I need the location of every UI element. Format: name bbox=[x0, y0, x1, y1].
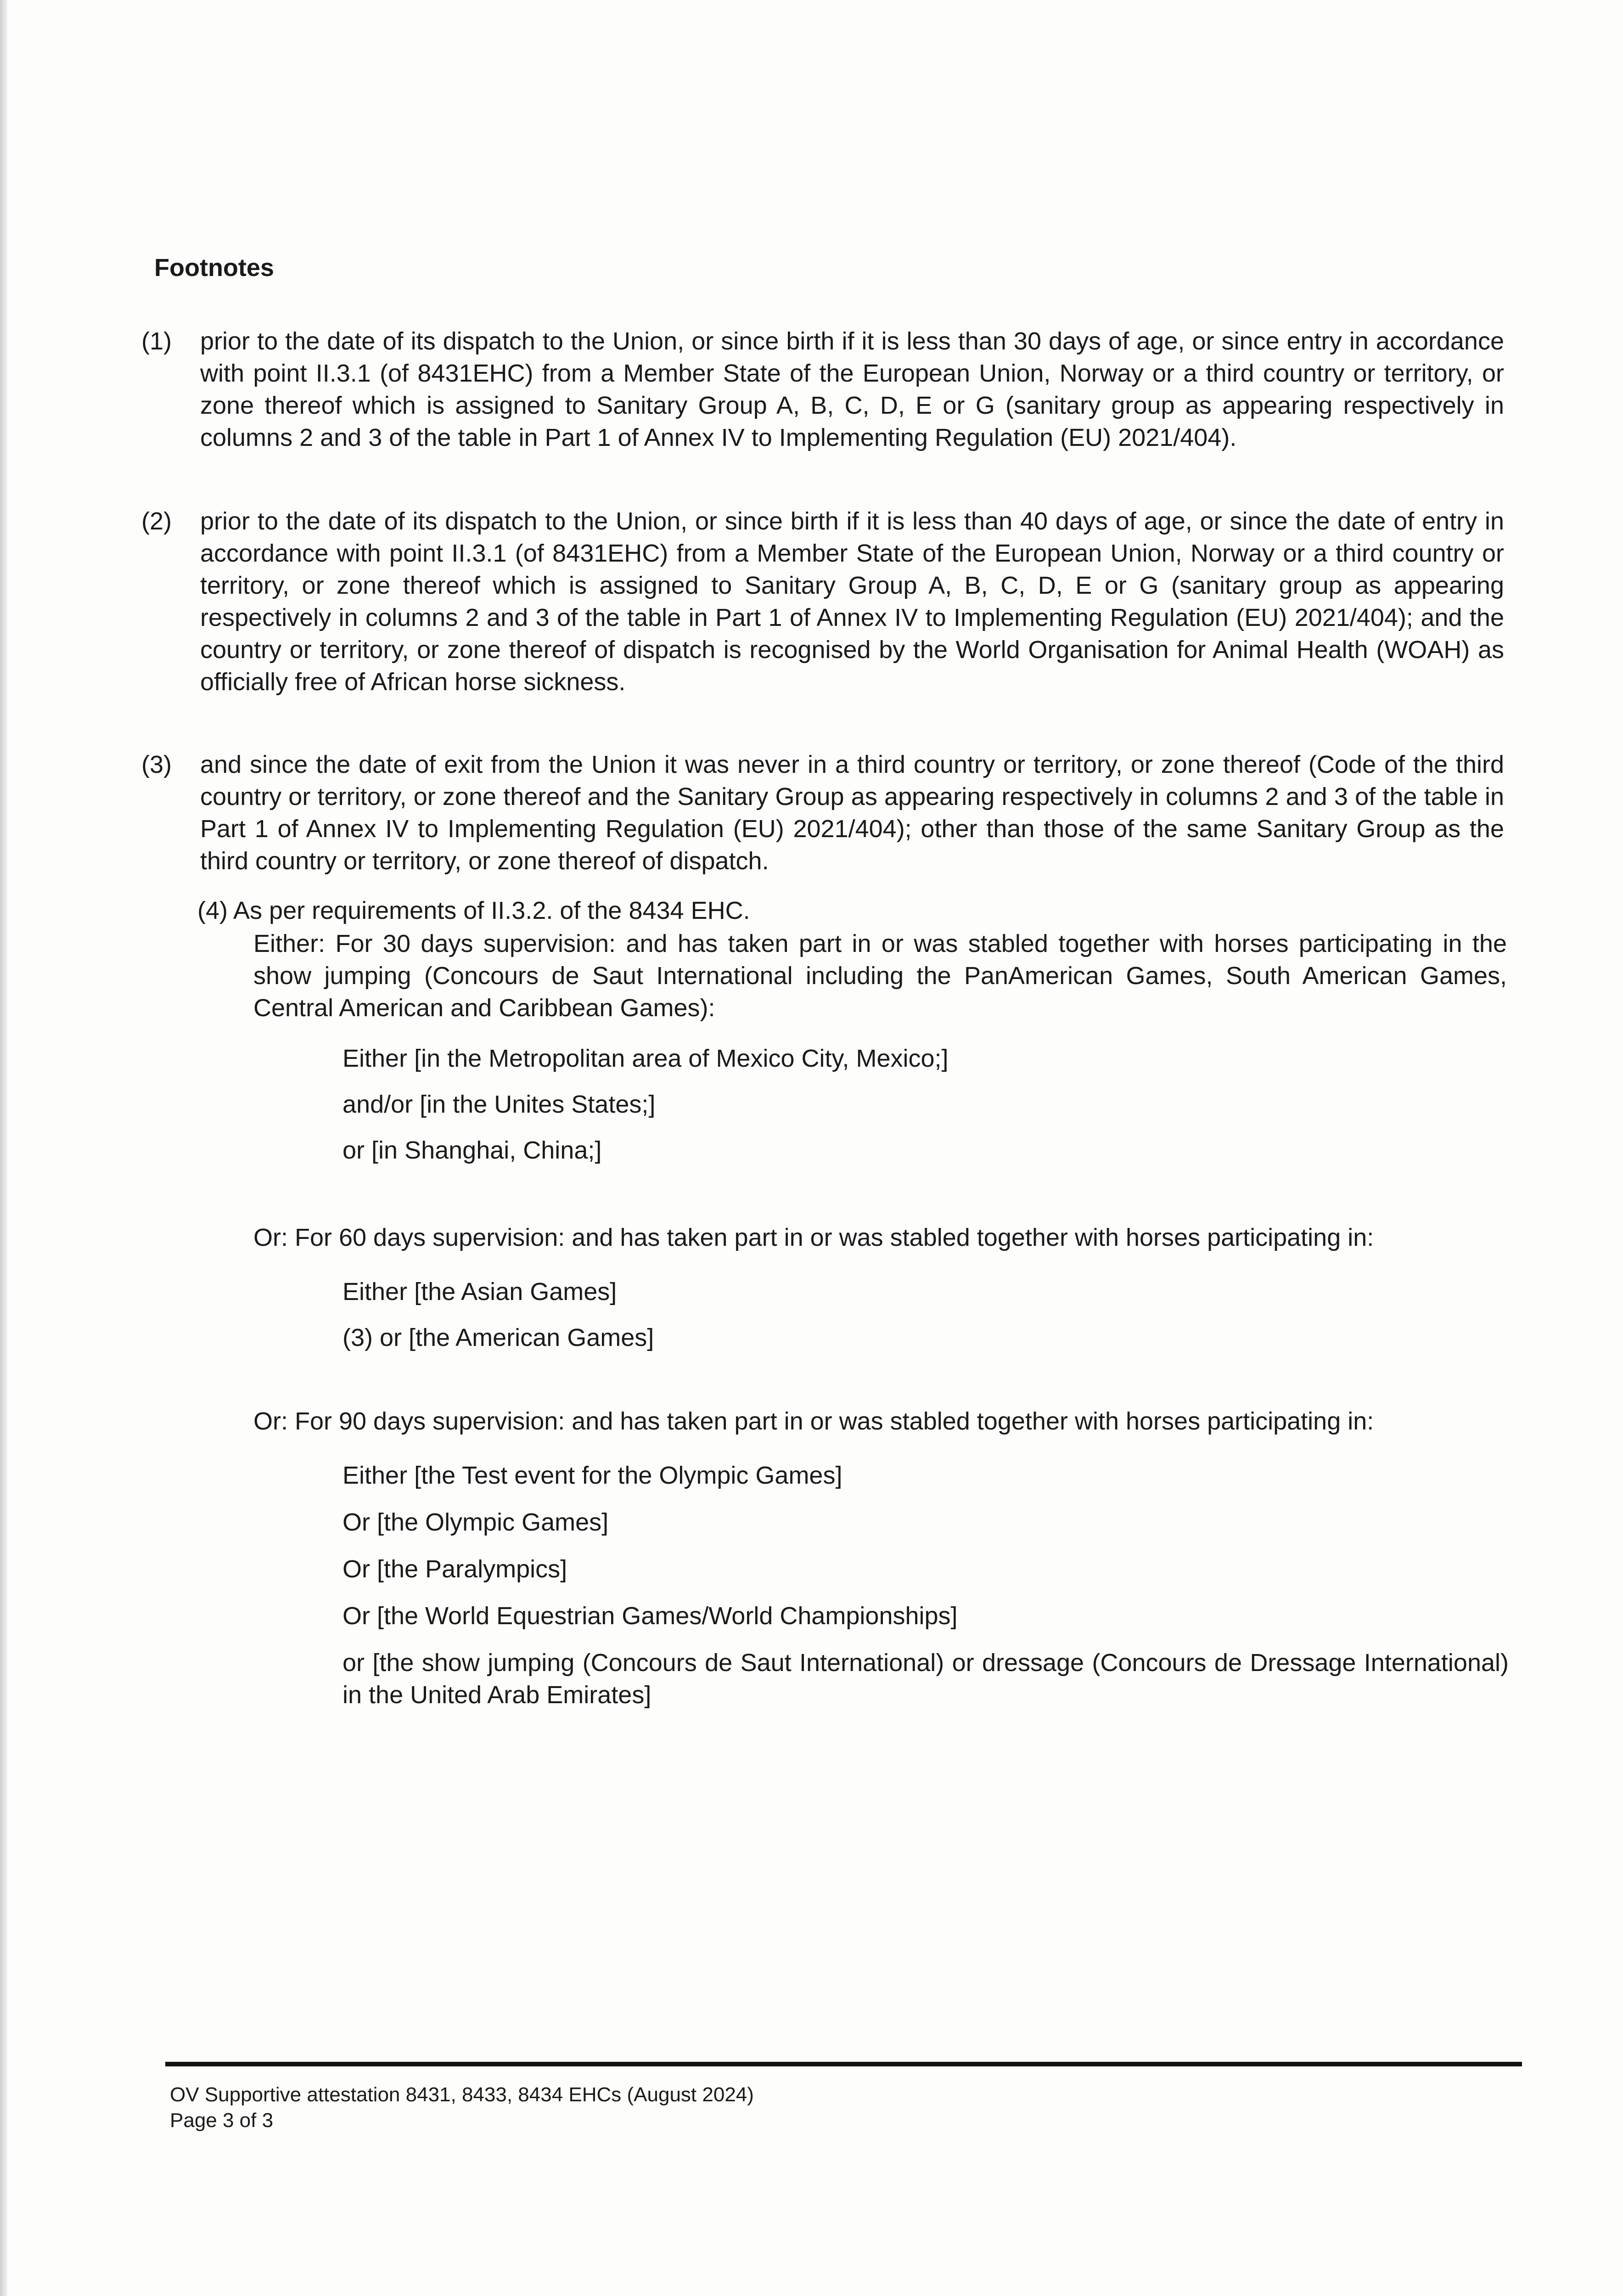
option-90-world-equestrian-games: Or [the World Equestrian Games/World Championships] bbox=[343, 1602, 958, 1630]
option-60-asian-games: Either [the Asian Games] bbox=[343, 1278, 617, 1306]
option-90-olympic-games: Or [the Olympic Games] bbox=[343, 1508, 609, 1536]
footnote-2 bbox=[141, 505, 1504, 698]
footer-title: OV Supportive attestation 8431, 8433, 8434 EHCs (August 2024) bbox=[170, 2083, 754, 2106]
supervision-90-days: Or: For 90 days supervision: and has taken part in or was stabled together with horses participating in: bbox=[253, 1407, 1374, 1435]
option-30-united-states: and/or [in the Unites States;] bbox=[343, 1091, 656, 1118]
page-number: Page 3 of 3 bbox=[170, 2109, 274, 2132]
footnote-4-intro: (4) As per requirements of II.3.2. of the 8434 EHC. bbox=[197, 897, 750, 924]
footnote-number: (1) bbox=[141, 327, 172, 355]
option-90-uae: or [the show jumping (Concours de Saut International) or dressage (Concours de Dressage International) in the United Arab Emirates] bbox=[343, 1649, 1509, 1709]
option-90-paralympics: Or [the Paralympics] bbox=[343, 1555, 567, 1583]
footnote-number: (3) bbox=[141, 751, 172, 778]
footnote-number: (2) bbox=[141, 507, 172, 535]
footnote-text: and since the date of exit from the Union it was never in a third country or territory, or zone thereof (Code of the third country or territory, or zone thereof and the Sanitary Group as appearing respectively in columns 2 and 3 of the table in Part 1 of Annex IV to Implementing Regulation (EU) 2021/404); other than those of the same Sanitary Group as the third country or territory, or zone thereof of dispatch. bbox=[200, 751, 1504, 875]
scan-edge bbox=[0, 0, 7, 2296]
footnote-3 bbox=[141, 748, 1504, 877]
option-60-american-games: (3) or [the American Games] bbox=[343, 1324, 654, 1351]
footnotes-heading: Footnotes bbox=[154, 254, 274, 281]
supervision-60-days: Or: For 60 days supervision: and has taken part in or was stabled together with horses participating in: bbox=[253, 1224, 1374, 1251]
footer-rule bbox=[165, 2062, 1522, 2066]
footnote-1 bbox=[141, 325, 1504, 454]
option-90-test-event: Either [the Test event for the Olympic Games] bbox=[343, 1462, 842, 1489]
option-30-shanghai: or [in Shanghai, China;] bbox=[343, 1137, 602, 1164]
option-30-mexico: Either [in the Metropolitan area of Mexico City, Mexico;] bbox=[343, 1045, 949, 1072]
footnote-text: prior to the date of its dispatch to the Union, or since birth if it is less than 40 days of age, or since the date of entry in accordance with point II.3.1 (of 8431EHC) from a Member State of the European Union, Norway or a third country or territory, or zone thereof which is assigned to Sanitary Group A, B, C, D, E or G (sanitary group as appearing respectively in columns 2 and 3 of the table in Part 1 of Annex IV to Implementing Regulation (EU) 2021/404); and the country or territory, or zone thereof of dispatch is recognised by the World Organisation for Animal Health (WOAH) as officially free of African horse sickness. bbox=[200, 507, 1504, 696]
supervision-30-days: Either: For 30 days supervision: and has taken part in or was stabled together with horses participating in the show jumping (Concours de Saut International including the PanAmerican Games, South American Games, Central American and Caribbean Games): bbox=[253, 930, 1507, 1022]
footnote-text: prior to the date of its dispatch to the Union, or since birth if it is less than 30 days of age, or since entry in accordance with point II.3.1 (of 8431EHC) from a Member State of the European Union, Norway or a third country or territory, or zone thereof which is assigned to Sanitary Group A, B, C, D, E or G (sanitary group as appearing respectively in columns 2 and 3 of the table in Part 1 of Annex IV to Implementing Regulation (EU) 2021/404). bbox=[200, 327, 1504, 451]
